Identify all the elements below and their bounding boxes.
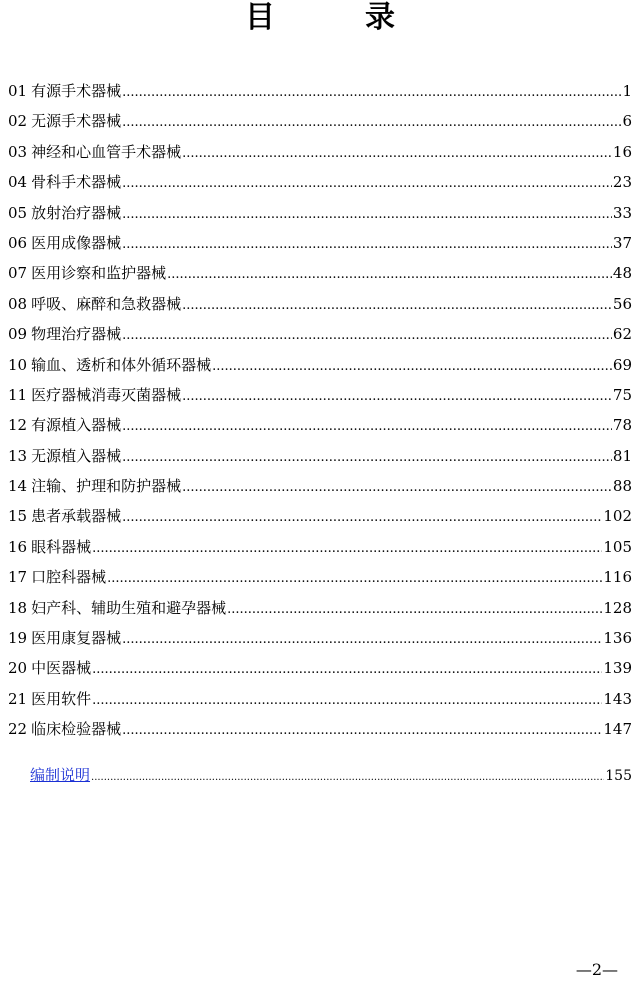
toc-leader-dots: [122, 169, 612, 199]
toc-entry-label: 呼吸、麻醉和急救器械: [31, 294, 182, 313]
toc-entry-page: 1: [622, 82, 632, 100]
toc-entry-number: 17: [8, 568, 28, 587]
toc-leader-dots: [122, 321, 612, 351]
toc-entry-page: 16: [612, 142, 632, 161]
toc-entry-page: 147: [603, 720, 632, 739]
toc-leader-dots: [122, 503, 602, 533]
toc-entry-label: 口腔科器械: [31, 568, 107, 587]
toc-leader-dots: [122, 443, 612, 473]
toc-entry-number: 06: [8, 233, 28, 252]
toc-entry-08: [8, 289, 632, 319]
toc-leader-dots: [122, 625, 602, 655]
toc-entry-15: [8, 501, 632, 531]
toc-entry-label: 放射治疗器械: [31, 203, 122, 222]
toc-entry-06: [8, 228, 632, 258]
toc-entry-number: 12: [8, 416, 28, 435]
toc-leader-dots: [227, 595, 602, 625]
toc-entry-02: [8, 106, 632, 136]
toc-entry-label: 注输、护理和防护器械: [31, 477, 182, 496]
toc-entry-appendix: [30, 760, 632, 793]
toc-leader-dots: [92, 534, 602, 564]
toc-entry-label: 有源手术器械: [31, 82, 122, 100]
toc-entry-page: 102: [603, 507, 632, 526]
toc-entry-03: [8, 137, 632, 167]
toc-entry-page: 69: [612, 355, 632, 374]
toc-entry-page: 139: [603, 659, 632, 678]
toc-entry-page: 6: [622, 112, 632, 131]
toc-entry-page: 81: [612, 446, 632, 465]
toc-entry-label: 无源手术器械: [31, 112, 122, 131]
toc-entry-16: [8, 532, 632, 562]
toc-entry-11: [8, 380, 632, 410]
toc-entry-label: 中医器械: [31, 659, 92, 678]
toc-leader-dots: [122, 716, 602, 746]
toc-entry-21: [8, 684, 632, 714]
toc-entry-page: 128: [603, 598, 632, 617]
toc-entry-18: [8, 593, 632, 623]
toc-entry-number: 20: [8, 659, 28, 678]
toc-entry-number: 15: [8, 507, 28, 526]
toc-entry-10: [8, 350, 632, 380]
toc-entry-number: 04: [8, 173, 28, 192]
toc-entry-page: 62: [612, 325, 632, 344]
toc-entry-number: 08: [8, 294, 28, 313]
toc-leader-dots: [92, 686, 602, 716]
toc-entry-number: 21: [8, 689, 28, 708]
toc-entry-20: [8, 653, 632, 683]
table-of-contents: [8, 76, 632, 745]
toc-entry-page: 33: [612, 203, 632, 222]
toc-entry-number: 11: [8, 385, 28, 404]
toc-entry-page: 116: [603, 568, 632, 587]
page-number: —2—: [575, 960, 618, 979]
toc-leader-dots: [92, 655, 602, 685]
toc-entry-page: 143: [603, 689, 632, 708]
toc-entry-13: [8, 441, 632, 471]
toc-entry-page: 75: [612, 385, 632, 404]
toc-entry-page: 78: [612, 416, 632, 435]
toc-entry-22: [8, 714, 632, 744]
toc-leader-dots: [212, 352, 612, 382]
toc-entry-label: 医用康复器械: [31, 629, 122, 648]
toc-entry-label: 医疗器械消毒灭菌器械: [31, 385, 182, 404]
toc-entry-07: [8, 258, 632, 288]
toc-entry-label: 神经和心血管手术器械: [31, 142, 182, 161]
toc-entry-05: [8, 198, 632, 228]
toc-entry-17: [8, 562, 632, 592]
toc-leader-dots: [122, 78, 621, 108]
toc-leader-dots: [107, 564, 602, 594]
toc-entry-number: 22: [8, 720, 28, 739]
toc-leader-dots: [122, 230, 612, 260]
toc-entry-number: 18: [8, 598, 28, 617]
toc-entry-page: 105: [603, 537, 632, 556]
toc-entry-label: 医用成像器械: [31, 233, 122, 252]
toc-leader-dots: [122, 412, 612, 442]
toc-entry-14: [8, 471, 632, 501]
toc-entry-09: [8, 319, 632, 349]
toc-entry-number: 03: [8, 142, 28, 161]
toc-entry-page: 136: [603, 629, 632, 648]
page-title: 目 录: [245, 0, 425, 35]
toc-entry-label: 输血、透析和体外循环器械: [31, 355, 212, 374]
toc-leader-dots: [91, 763, 604, 793]
toc-entry-number: 01: [8, 82, 28, 100]
toc-entry-label: 无源植入器械: [31, 446, 122, 465]
toc-entry-number: 07: [8, 264, 28, 283]
toc-entry-label: 临床检验器械: [31, 720, 122, 739]
toc-entry-01: [8, 76, 632, 106]
toc-entry-number: 10: [8, 355, 28, 374]
toc-entry-number: 13: [8, 446, 28, 465]
toc-entry-number: 02: [8, 112, 28, 131]
toc-entry-label: 妇产科、辅助生殖和避孕器械: [31, 598, 227, 617]
toc-entry-number: 05: [8, 203, 28, 222]
toc-leader-dots: [182, 291, 612, 321]
toc-entry-page: 23: [612, 173, 632, 192]
toc-entry-label: 骨科手术器械: [31, 173, 122, 192]
toc-entry-number: 19: [8, 629, 28, 648]
toc-entry-page: 155: [605, 768, 632, 784]
toc-entry-label: 有源植入器械: [31, 416, 122, 435]
toc-leader-dots: [122, 200, 612, 230]
toc-entry-number: 14: [8, 477, 28, 496]
toc-entry-label: 眼科器械: [31, 537, 92, 556]
toc-entry-label: 患者承载器械: [31, 507, 122, 526]
toc-entry-page: 48: [612, 264, 632, 283]
toc-entry-label: 物理治疗器械: [31, 325, 122, 344]
toc-entry-12: [8, 410, 632, 440]
toc-entry-page: 37: [612, 233, 632, 252]
toc-entry-19: [8, 623, 632, 653]
toc-entry-number: 16: [8, 537, 28, 556]
toc-entry-label: 医用软件: [31, 689, 92, 708]
toc-entry-04: [8, 167, 632, 197]
toc-leader-dots: [182, 139, 612, 169]
toc-leader-dots: [182, 473, 612, 503]
toc-entry-page: 56: [612, 294, 632, 313]
toc-entry-page: 88: [612, 477, 632, 496]
toc-entry-label: 医用诊察和监护器械: [31, 264, 167, 283]
toc-entry-number: 09: [8, 325, 28, 344]
toc-leader-dots: [122, 108, 621, 138]
compilation-notes-link[interactable]: 编制说明: [30, 766, 91, 784]
toc-leader-dots: [182, 382, 612, 412]
toc-leader-dots: [167, 260, 612, 290]
